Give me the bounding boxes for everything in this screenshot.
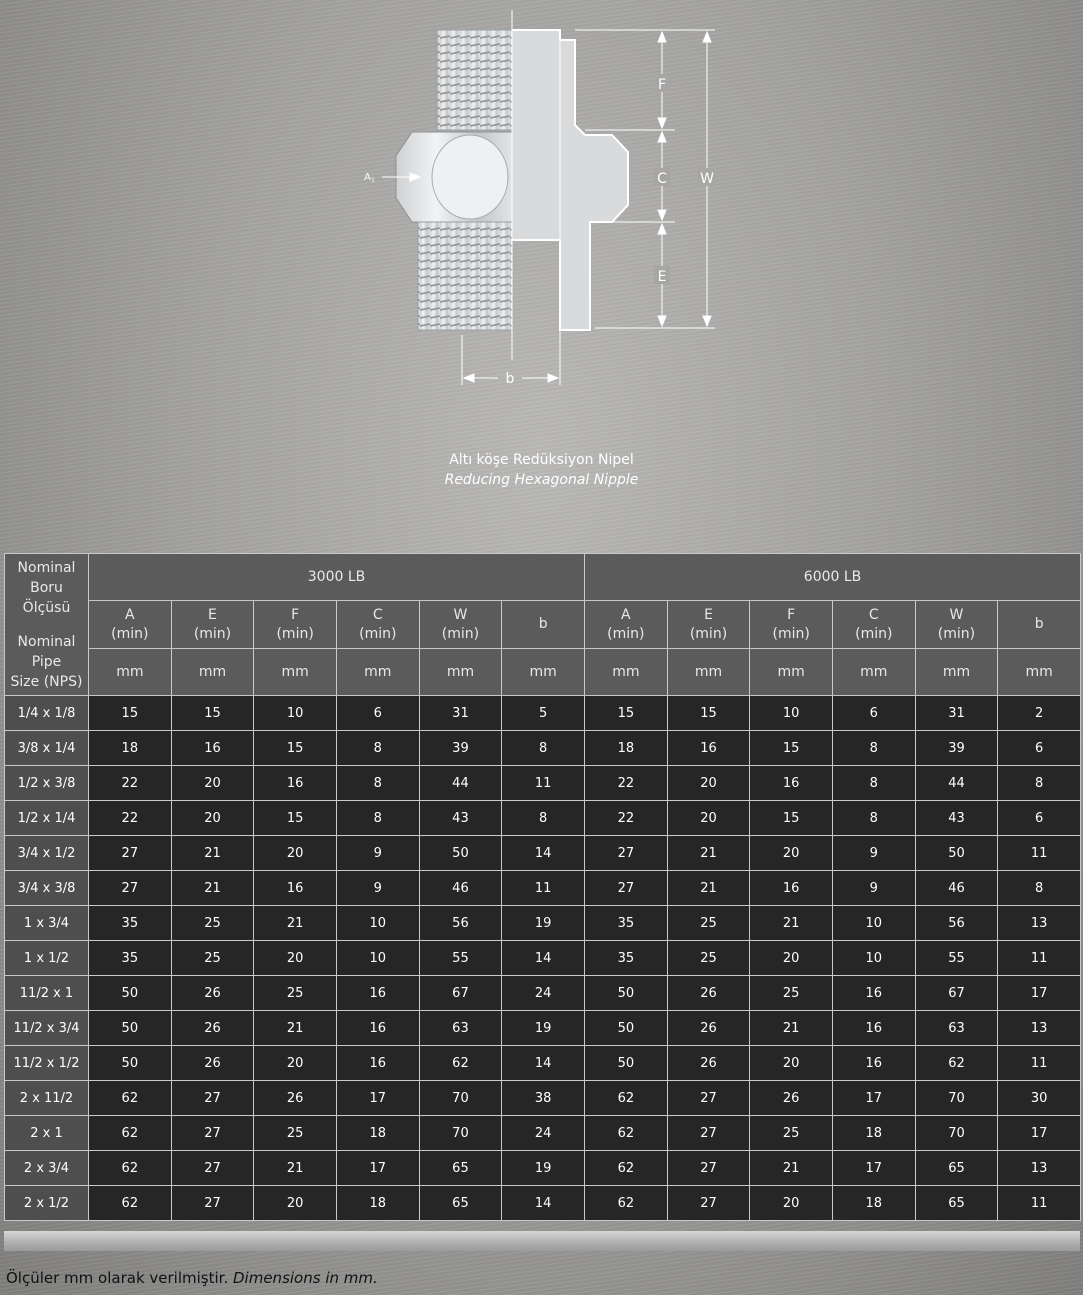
value-cell: 27 [171, 1151, 254, 1186]
value-cell: 11 [502, 871, 585, 906]
unit-header: mm [336, 649, 419, 696]
column-header: E (min) [171, 601, 254, 649]
group-header-3000lb: 3000 LB [89, 554, 585, 601]
value-cell: 15 [254, 801, 337, 836]
label-w: W [700, 171, 714, 187]
value-cell: 22 [89, 801, 172, 836]
pipe-size-cell: 2 x 1 [5, 1116, 89, 1151]
value-cell: 62 [89, 1081, 172, 1116]
value-cell: 21 [254, 906, 337, 941]
table-row [5, 941, 1081, 976]
value-cell: 16 [750, 871, 833, 906]
column-header: F (min) [750, 601, 833, 649]
value-cell: 39 [915, 731, 998, 766]
value-cell: 20 [254, 1046, 337, 1081]
value-cell: 62 [585, 1186, 668, 1221]
nominal-size-header: Nominal Boru Ölçüsü Nominal Pipe Size (NPS) [5, 554, 89, 696]
column-header: A (min) [89, 601, 172, 649]
value-cell: 16 [336, 1046, 419, 1081]
unit-header: mm [419, 649, 502, 696]
value-cell: 38 [502, 1081, 585, 1116]
value-cell: 70 [419, 1116, 502, 1151]
value-cell: 9 [336, 871, 419, 906]
value-cell: 15 [171, 696, 254, 731]
value-cell: 25 [171, 941, 254, 976]
value-cell: 62 [585, 1081, 668, 1116]
value-cell: 56 [419, 906, 502, 941]
value-cell: 55 [419, 941, 502, 976]
pipe-size-cell: 2 x 11/2 [5, 1081, 89, 1116]
column-header: b [502, 601, 585, 649]
caption-english: Reducing Hexagonal Nipple [444, 472, 639, 488]
label-e: E [657, 269, 667, 285]
unit-header: mm [89, 649, 172, 696]
value-cell: 10 [832, 941, 915, 976]
value-cell: 15 [585, 696, 668, 731]
value-cell: 62 [89, 1116, 172, 1151]
table-row [5, 1011, 1081, 1046]
value-cell: 16 [254, 766, 337, 801]
table-row [5, 906, 1081, 941]
nipple-drawing [340, 10, 740, 400]
pipe-size-cell: 2 x 3/4 [5, 1151, 89, 1186]
value-cell: 63 [915, 1011, 998, 1046]
value-cell: 35 [585, 906, 668, 941]
value-cell: 17 [336, 1151, 419, 1186]
value-cell: 44 [915, 766, 998, 801]
value-cell: 10 [832, 906, 915, 941]
group-header-6000lb: 6000 LB [585, 554, 1081, 601]
value-cell: 50 [89, 1046, 172, 1081]
pipe-size-cell: 1/4 x 1/8 [5, 696, 89, 731]
lower-thread [418, 222, 512, 330]
value-cell: 30 [998, 1081, 1081, 1116]
value-cell: 70 [419, 1081, 502, 1116]
value-cell: 21 [254, 1011, 337, 1046]
table-row [5, 1046, 1081, 1081]
value-cell: 24 [502, 1116, 585, 1151]
pipe-size-cell: 1/2 x 1/4 [5, 801, 89, 836]
value-cell: 13 [998, 1011, 1081, 1046]
value-cell: 25 [750, 976, 833, 1011]
value-cell: 65 [419, 1186, 502, 1221]
value-cell: 9 [832, 871, 915, 906]
value-cell: 18 [336, 1116, 419, 1151]
value-cell: 6 [832, 696, 915, 731]
value-cell: 6 [998, 731, 1081, 766]
table-row [5, 976, 1081, 1011]
column-header: b [998, 601, 1081, 649]
value-cell: 10 [254, 696, 337, 731]
column-header: W (min) [915, 601, 998, 649]
value-cell: 27 [667, 1151, 750, 1186]
value-cell: 44 [419, 766, 502, 801]
value-cell: 8 [502, 731, 585, 766]
value-cell: 10 [750, 696, 833, 731]
column-header: C (min) [336, 601, 419, 649]
caption-turkish: Altı köşe Redüksiyon Nipel [449, 452, 634, 468]
value-cell: 27 [171, 1116, 254, 1151]
unit-header: mm [667, 649, 750, 696]
value-cell: 67 [915, 976, 998, 1011]
value-cell: 15 [89, 696, 172, 731]
upper-thread [437, 30, 512, 130]
value-cell: 21 [667, 871, 750, 906]
value-cell: 19 [502, 1011, 585, 1046]
table-row [5, 801, 1081, 836]
label-f: F [657, 77, 667, 93]
value-cell: 14 [502, 836, 585, 871]
value-cell: 20 [254, 836, 337, 871]
value-cell: 70 [915, 1081, 998, 1116]
value-cell: 70 [915, 1116, 998, 1151]
value-cell: 15 [667, 696, 750, 731]
column-header: E (min) [667, 601, 750, 649]
unit-header: mm [750, 649, 833, 696]
value-cell: 2 [998, 696, 1081, 731]
value-cell: 18 [832, 1186, 915, 1221]
table-row [5, 836, 1081, 871]
value-cell: 50 [89, 1011, 172, 1046]
value-cell: 19 [502, 1151, 585, 1186]
value-cell: 13 [998, 906, 1081, 941]
value-cell: 27 [89, 836, 172, 871]
pipe-size-cell: 11/2 x 3/4 [5, 1011, 89, 1046]
pipe-size-cell: 2 x 1/2 [5, 1186, 89, 1221]
value-cell: 22 [89, 766, 172, 801]
value-cell: 31 [915, 696, 998, 731]
column-header: A (min) [585, 601, 668, 649]
unit-header: mm [502, 649, 585, 696]
value-cell: 55 [915, 941, 998, 976]
label-a-sub: 1 [371, 177, 375, 184]
note-turkish: Ölçüler mm olarak verilmiştir. [6, 1269, 229, 1287]
value-cell: 20 [254, 1186, 337, 1221]
value-cell: 26 [171, 1011, 254, 1046]
value-cell: 8 [832, 801, 915, 836]
value-cell: 10 [336, 941, 419, 976]
value-cell: 35 [585, 941, 668, 976]
value-cell: 11 [998, 1046, 1081, 1081]
section-view [512, 30, 628, 330]
value-cell: 65 [915, 1186, 998, 1221]
value-cell: 21 [667, 836, 750, 871]
value-cell: 43 [915, 801, 998, 836]
value-cell: 11 [998, 941, 1081, 976]
value-cell: 31 [419, 696, 502, 731]
unit-header: mm [585, 649, 668, 696]
value-cell: 25 [667, 941, 750, 976]
value-cell: 26 [667, 1011, 750, 1046]
value-cell: 8 [336, 766, 419, 801]
value-cell: 21 [254, 1151, 337, 1186]
value-cell: 46 [419, 871, 502, 906]
label-a: A [364, 172, 371, 183]
value-cell: 14 [502, 941, 585, 976]
pipe-size-cell: 11/2 x 1/2 [5, 1046, 89, 1081]
unit-header: mm [171, 649, 254, 696]
value-cell: 25 [254, 976, 337, 1011]
table-row [5, 1081, 1081, 1116]
value-cell: 11 [998, 836, 1081, 871]
value-cell: 16 [667, 731, 750, 766]
value-cell: 26 [750, 1081, 833, 1116]
value-cell: 15 [750, 731, 833, 766]
value-cell: 67 [419, 976, 502, 1011]
value-cell: 65 [419, 1151, 502, 1186]
label-b: b [505, 371, 515, 387]
value-cell: 16 [832, 1046, 915, 1081]
value-cell: 21 [171, 836, 254, 871]
value-cell: 27 [585, 871, 668, 906]
value-cell: 24 [502, 976, 585, 1011]
value-cell: 14 [502, 1046, 585, 1081]
value-cell: 22 [585, 801, 668, 836]
value-cell: 50 [419, 836, 502, 871]
value-cell: 16 [336, 976, 419, 1011]
value-cell: 16 [171, 731, 254, 766]
value-cell: 20 [667, 766, 750, 801]
value-cell: 27 [171, 1081, 254, 1116]
unit-header: mm [832, 649, 915, 696]
column-header: F (min) [254, 601, 337, 649]
value-cell: 8 [998, 871, 1081, 906]
value-cell: 62 [89, 1151, 172, 1186]
value-cell: 63 [419, 1011, 502, 1046]
value-cell: 16 [336, 1011, 419, 1046]
value-cell: 20 [750, 1186, 833, 1221]
value-cell: 8 [998, 766, 1081, 801]
value-cell: 10 [336, 906, 419, 941]
value-cell: 16 [832, 1011, 915, 1046]
table-row [5, 696, 1081, 731]
value-cell: 20 [171, 801, 254, 836]
value-cell: 17 [336, 1081, 419, 1116]
pipe-size-cell: 1 x 1/2 [5, 941, 89, 976]
value-cell: 17 [998, 976, 1081, 1011]
value-cell: 27 [89, 871, 172, 906]
pipe-size-cell: 1 x 3/4 [5, 906, 89, 941]
value-cell: 18 [336, 1186, 419, 1221]
value-cell: 50 [585, 1011, 668, 1046]
value-cell: 27 [171, 1186, 254, 1221]
value-cell: 16 [254, 871, 337, 906]
pipe-size-cell: 1/2 x 3/8 [5, 766, 89, 801]
value-cell: 21 [750, 1011, 833, 1046]
dimension-table [4, 553, 1081, 1221]
table-row [5, 1151, 1081, 1186]
pipe-size-cell: 3/4 x 1/2 [5, 836, 89, 871]
value-cell: 62 [419, 1046, 502, 1081]
pipe-size-cell: 11/2 x 1 [5, 976, 89, 1011]
value-cell: 43 [419, 801, 502, 836]
value-cell: 20 [750, 1046, 833, 1081]
value-cell: 27 [667, 1081, 750, 1116]
value-cell: 26 [171, 976, 254, 1011]
unit-header: mm [254, 649, 337, 696]
pipe-size-cell: 3/4 x 3/8 [5, 871, 89, 906]
value-cell: 15 [254, 731, 337, 766]
value-cell: 9 [832, 836, 915, 871]
unit-header: mm [915, 649, 998, 696]
value-cell: 56 [915, 906, 998, 941]
value-cell: 18 [585, 731, 668, 766]
table-row [5, 766, 1081, 801]
value-cell: 13 [998, 1151, 1081, 1186]
value-cell: 50 [915, 836, 998, 871]
column-header: C (min) [832, 601, 915, 649]
value-cell: 21 [750, 1151, 833, 1186]
value-cell: 11 [998, 1186, 1081, 1221]
table-bottom-bar [4, 1231, 1080, 1251]
value-cell: 15 [750, 801, 833, 836]
value-cell: 25 [750, 1116, 833, 1151]
value-cell: 62 [585, 1116, 668, 1151]
value-cell: 5 [502, 696, 585, 731]
value-cell: 20 [667, 801, 750, 836]
value-cell: 20 [254, 941, 337, 976]
value-cell: 8 [832, 766, 915, 801]
table-row [5, 1116, 1081, 1151]
value-cell: 6 [336, 696, 419, 731]
value-cell: 25 [254, 1116, 337, 1151]
value-cell: 8 [502, 801, 585, 836]
value-cell: 27 [667, 1186, 750, 1221]
value-cell: 50 [89, 976, 172, 1011]
table-row [5, 1186, 1081, 1221]
unit-header: mm [998, 649, 1081, 696]
value-cell: 21 [171, 871, 254, 906]
value-cell: 25 [171, 906, 254, 941]
label-c: C [657, 171, 667, 187]
value-cell: 18 [89, 731, 172, 766]
value-cell: 39 [419, 731, 502, 766]
value-cell: 17 [998, 1116, 1081, 1151]
value-cell: 6 [998, 801, 1081, 836]
value-cell: 11 [502, 766, 585, 801]
value-cell: 26 [667, 1046, 750, 1081]
value-cell: 17 [832, 1081, 915, 1116]
value-cell: 8 [336, 801, 419, 836]
pipe-size-cell: 3/8 x 1/4 [5, 731, 89, 766]
value-cell: 50 [585, 1046, 668, 1081]
value-cell: 62 [89, 1186, 172, 1221]
value-cell: 46 [915, 871, 998, 906]
value-cell: 35 [89, 906, 172, 941]
value-cell: 19 [502, 906, 585, 941]
value-cell: 17 [832, 1151, 915, 1186]
value-cell: 26 [254, 1081, 337, 1116]
column-header: W (min) [419, 601, 502, 649]
note-english: Dimensions in mm. [233, 1269, 378, 1287]
value-cell: 21 [750, 906, 833, 941]
value-cell: 25 [667, 906, 750, 941]
value-cell: 16 [750, 766, 833, 801]
value-cell: 62 [915, 1046, 998, 1081]
value-cell: 50 [585, 976, 668, 1011]
value-cell: 26 [171, 1046, 254, 1081]
value-cell: 65 [915, 1151, 998, 1186]
dimensions-note [6, 1269, 378, 1287]
value-cell: 20 [171, 766, 254, 801]
value-cell: 22 [585, 766, 668, 801]
value-cell: 27 [667, 1116, 750, 1151]
table-row [5, 871, 1081, 906]
value-cell: 9 [336, 836, 419, 871]
value-cell: 26 [667, 976, 750, 1011]
value-cell: 16 [832, 976, 915, 1011]
value-cell: 8 [832, 731, 915, 766]
value-cell: 27 [585, 836, 668, 871]
value-cell: 14 [502, 1186, 585, 1221]
value-cell: 35 [89, 941, 172, 976]
value-cell: 62 [585, 1151, 668, 1186]
value-cell: 8 [336, 731, 419, 766]
table-row [5, 731, 1081, 766]
value-cell: 20 [750, 836, 833, 871]
value-cell: 20 [750, 941, 833, 976]
value-cell: 18 [832, 1116, 915, 1151]
